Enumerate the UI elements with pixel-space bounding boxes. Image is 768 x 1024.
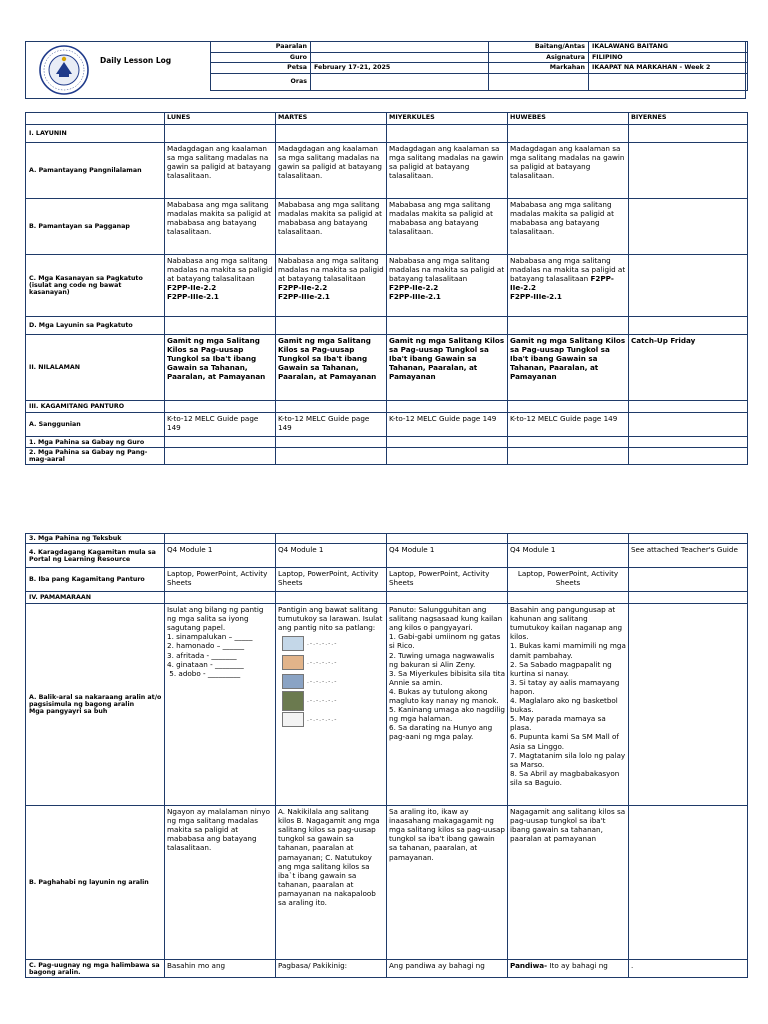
list-item: 2. hamonado – ______ <box>167 641 245 651</box>
section-pamamaraan: IV. PAMAMARAAN <box>26 592 165 604</box>
list-item: 8. Sa Abril ay magbabakasyon sila sa Baguio. <box>510 768 620 787</box>
kasanayan-code: F2PP-IIe-2.2 <box>167 283 217 293</box>
row-label-pamantayan-pagganap: B. Pamantayan sa Pagganap <box>26 199 165 255</box>
cell-paghahabi-lunes: Ngayon ay malalaman ninyo ng mga salitang madalas makita sa paligid at mababasa ang batayang talasalitaan. <box>165 806 276 960</box>
section-kagamitan: III. KAGAMITANG PANTURO <box>26 401 165 413</box>
list-item: 4. ginataan - ________ <box>167 659 244 669</box>
row-label-pag-uugnay: C. Pag-uugnay ng mga halimbawa sa bagong aralin. <box>26 960 165 978</box>
picture-list <box>278 634 384 729</box>
list-item: Basahin ang pangungusap at kahunan ang salitang tumutukoy kailan naganap ang kilos. <box>510 605 623 642</box>
list-item: 5. adobo - _________ <box>167 668 241 678</box>
empty-cell <box>387 401 508 413</box>
cell-sanggunian-lunes: K-to-12 MELC Guide page 149 <box>165 413 276 437</box>
day-header-huwebes: HUWEBES <box>508 113 629 125</box>
list-item: 4. Bukas ay tutulong akong magluto kay nanay ng manok. <box>389 686 499 706</box>
day-header-miyerkules: MIYERKULES <box>387 113 508 125</box>
blank-line: .-.-.-.-.- <box>307 640 338 648</box>
instruction-text: Pantigin ang bawat salitang tumutukoy sa larawan. Isulat ang pantig nito sa patlang: <box>278 605 383 633</box>
list-item: 3. Si tatay ay aalis mamayang hapon. <box>510 677 620 696</box>
cell-lr-lunes: Q4 Module 1 <box>165 544 276 568</box>
row-label-balik-aral: A. Balik-aral sa nakaraang aralin at/o pagsisimula ng bagong aralin Mga pangyayri sa buh <box>26 604 165 806</box>
cell-sanggunian-huwebes: K-to-12 MELC Guide page 149 <box>508 413 629 437</box>
header-empty-cell <box>589 73 748 90</box>
cell-pamantayang-lunes: Madagdagan ang kaalaman sa mga salitang madalas na gawin sa paligid at batayang talasalitaan. <box>165 143 276 199</box>
pandiwa-term: Pandiwa- <box>510 961 548 971</box>
day-header-biyernes: BIYERNES <box>629 113 748 125</box>
document-title: Daily Lesson Log <box>100 56 172 65</box>
cell-nilalaman-lunes: Gamit ng mga Salitang Kilos sa Pag-uusap Tungkol sa Iba't ibang Gawain sa Tahanan, Paaralan, at Pamayanan <box>165 335 276 401</box>
list-item: 1. sinampalukan – _____ <box>167 632 253 642</box>
empty-cell <box>276 437 387 448</box>
picture-icon <box>282 655 304 670</box>
empty-cell <box>387 534 508 544</box>
empty-cell <box>387 125 508 143</box>
blank-line: .-.-.-.-.- <box>307 678 338 686</box>
guro-label: Guro <box>211 52 311 63</box>
cell-paghahabi-miyerkules: Sa araling ito, ikaw ay inaasahang makagagamit ng mga salitang kilos sa pag-uusap tungkol sa iba't ibang gawain sa tahanan, paaralan, at pamayanan. <box>387 806 508 960</box>
deped-seal-icon <box>32 44 96 96</box>
cell-kasanayan-lunes <box>165 255 276 317</box>
kasanayan-code: F2PP-IIIe-2.1 <box>278 292 330 302</box>
empty-cell <box>165 448 276 465</box>
paaralan-field[interactable] <box>311 42 489 53</box>
empty-cell <box>387 317 508 335</box>
row-label-kasanayan: C. Mga Kasanayan sa Pagkatuto (isulat ang code ng bawat kasanayan) <box>26 255 165 317</box>
cell-kasanayan-miyerkules <box>387 255 508 317</box>
cell-pagganap-lunes: Mababasa ang mga salitang madalas makita sa paligid at mababasa ang batayang talasalitaan. <box>165 199 276 255</box>
cell-nilalaman-huwebes: Gamit ng mga Salitang Kilos sa Pag-uusap Tungkol sa Iba't ibang Gawain sa Tahanan, Paaralan, at Pamayanan <box>508 335 629 401</box>
cell-lr-miyerkules: Q4 Module 1 <box>387 544 508 568</box>
oras-label: Oras <box>211 73 311 90</box>
cell-iba-lunes: Laptop, PowerPoint, Activity Sheets <box>165 568 276 592</box>
kasanayan-code: F2PP-IIe-2.2 <box>389 283 439 293</box>
pandiwa-text: Ito ay bahagi ng <box>547 961 608 971</box>
empty-cell <box>629 401 748 413</box>
empty-cell <box>165 437 276 448</box>
empty-cell <box>387 437 508 448</box>
cell-pamantayang-biyernes <box>629 143 748 199</box>
markahan-label: Markahan <box>489 63 589 74</box>
kasanayan-text: Nababasa ang mga salitang madalas na makita sa paligid at batayang talasalitaan <box>167 256 273 284</box>
cell-iba-miyerkules: Laptop, PowerPoint, Activity Sheets <box>387 568 508 592</box>
cell-pagganap-huwebes: Mababasa ang mga salitang madalas makita sa paligid at mababasa ang batayang talasalitaan. <box>508 199 629 255</box>
cell-nilalaman-biyernes: Catch-Up Friday <box>629 335 748 401</box>
empty-cell <box>276 401 387 413</box>
cell-paghahabi-huwebes: Nagagamit ang salitang kilos sa pag-uusap tungkol sa iba't ibang gawain sa tahanan, paaralan at pamayanan <box>508 806 629 960</box>
cell-lr-biyernes: See attached Teacher's Guide <box>629 544 748 568</box>
cell-sanggunian-miyerkules: K-to-12 MELC Guide page 149 <box>387 413 508 437</box>
row-label-iba-pang-kagamitan: B. Iba pang Kagamitang Panturo <box>26 568 165 592</box>
row-label-gabay-guro: 1. Mga Pahina sa Gabay ng Guro <box>26 437 165 448</box>
list-item: 5. Kaninang umaga ako nagdilig ng mga halaman. <box>389 705 505 724</box>
picture-item <box>282 691 384 710</box>
baitang-field[interactable]: IKALAWANG BAITANG <box>589 42 748 53</box>
kasanayan-text: Nababasa ang mga salitang madalas na makita sa paligid at batayang talasalitaan <box>278 256 384 284</box>
picture-item <box>282 672 384 691</box>
cell-pagugnay-lunes: Basahin mo ang <box>165 960 276 978</box>
cell-iba-huwebes: Laptop, PowerPoint, Activity Sheets <box>508 568 629 592</box>
empty-cell <box>508 448 629 465</box>
lesson-table-part2 <box>25 533 748 978</box>
asignatura-field[interactable]: FILIPINO <box>589 52 748 63</box>
empty-cell <box>629 568 748 592</box>
empty-cell <box>629 534 748 544</box>
list-item: 7. Magtatanim sila lolo ng palay sa Marso. <box>510 750 626 769</box>
cell-lr-huwebes: Q4 Module 1 <box>508 544 629 568</box>
section-layunin: I. LAYUNIN <box>26 125 165 143</box>
list-item: 1. Gabi-gabi umiinom ng gatas si Rico. <box>389 632 501 651</box>
kasanayan-text: Nababasa ang mga salitang madalas na makita sa paligid at batayang talasalitaan <box>389 256 505 284</box>
list-item: 5. May parada mamaya sa plasa. <box>510 714 606 733</box>
baitang-label: Baitang/Antas <box>489 42 589 53</box>
list-item: Panuto: Salungguhitan ang salitang nagsasaad kung kailan ang kilos o pangyayari. <box>389 605 503 633</box>
cell-pagganap-biyernes <box>629 199 748 255</box>
picture-item <box>282 653 384 672</box>
cell-paghahabi-martes: A. Nakikilala ang salitang kilos B. Nagagamit ang mga salitang kilos sa pag-uusap tungkol sa gawain sa tahanan, paaralan at pamayanan; C. Natutukoy ang mga salitang kilos sa iba`t ibang gawain sa tahanan, paaralan at pamayanan na nakapaloob sa araling ito. <box>276 806 387 960</box>
picture-icon <box>282 674 304 689</box>
cell-balik-huwebes <box>508 604 629 806</box>
list-item: 4. Maglalaro ako ng basketbol bukas. <box>510 696 618 715</box>
empty-cell <box>165 317 276 335</box>
kasanayan-code: F2PP-IIe-2.2 <box>278 283 328 293</box>
list-item: 2. Sa Sabado magpapalit ng kurtina si nanay. <box>510 659 612 678</box>
empty-cell <box>508 401 629 413</box>
lesson-table-part1 <box>25 112 748 465</box>
guro-field[interactable] <box>311 52 489 63</box>
empty-cell <box>387 448 508 465</box>
list-item: 3. afritada - _______ <box>167 650 237 660</box>
kasanayan-code: F2PP-IIe-2.2 <box>510 274 614 293</box>
oras-field[interactable] <box>311 73 489 90</box>
cell-pagugnay-biyernes: . <box>629 960 748 978</box>
empty-cell <box>276 317 387 335</box>
empty-cell <box>165 534 276 544</box>
cell-pagugnay-huwebes <box>508 960 629 978</box>
empty-cell <box>508 592 629 604</box>
blank-line: .-.-.-.-.- <box>307 716 338 724</box>
cell-nilalaman-miyerkules: Gamit ng mga Salitang Kilos sa Pag-uusap Tungkol sa Iba't ibang Gawain sa Tahanan, Paaralan, at Pamayanan <box>387 335 508 401</box>
empty-cell <box>629 437 748 448</box>
empty-cell <box>629 125 748 143</box>
corner-cell <box>26 113 165 125</box>
cell-balik-miyerkules <box>387 604 508 806</box>
row-label-sanggunian: A. Sanggunian <box>26 413 165 437</box>
cell-pamantayang-huwebes: Madagdagan ang kaalaman sa mga salitang madalas na gawin sa paligid at batayang talasalitaan. <box>508 143 629 199</box>
empty-cell <box>629 413 748 437</box>
row-label-layunin-pagkatuto: D. Mga Layunin sa Pagkatuto <box>26 317 165 335</box>
asignatura-label: Asignatura <box>489 52 589 63</box>
list-item: Isulat ang bilang ng pantig ng mga salita sa iyong sagutang papel. <box>167 605 264 633</box>
kasanayan-text: Nababasa ang mga salitang madalas na makita sa paligid at batayang talasalitaan <box>510 256 626 284</box>
cell-kasanayan-huwebes <box>508 255 629 317</box>
empty-cell <box>629 592 748 604</box>
kasanayan-code: F2PP-IIIe-2.1 <box>510 292 562 302</box>
petsa-label: Petsa <box>211 63 311 74</box>
cell-balik-lunes <box>165 604 276 806</box>
list-item: 6. Sa darating na Hunyo ang pag-aani ng mga palay. <box>389 723 493 742</box>
picture-icon <box>282 712 304 727</box>
kasanayan-code: F2PP-IIIe-2.1 <box>389 292 441 302</box>
empty-cell <box>629 448 748 465</box>
empty-cell <box>508 317 629 335</box>
empty-cell <box>276 448 387 465</box>
header-empty-cell <box>489 73 589 90</box>
empty-cell <box>276 592 387 604</box>
list-item: 6. Pupunta kami Sa SM Mall of Asia sa Linggo. <box>510 732 619 751</box>
empty-cell <box>276 534 387 544</box>
list-item: 3. Sa Miyerkules bibisita sila tita Annie sa amin. <box>389 668 505 687</box>
blank-line: .-.-.-.-.- <box>307 659 338 667</box>
cell-pagganap-martes: Mababasa ang mga salitang madalas makita sa paligid at mababasa ang batayang talasalitaan. <box>276 199 387 255</box>
kasanayan-code: F2PP-IIIe-2.1 <box>167 292 219 302</box>
row-label-pamantayang-pangnilalaman: A. Pamantayang Pangnilalaman <box>26 143 165 199</box>
empty-cell <box>276 125 387 143</box>
picture-icon <box>282 691 304 711</box>
row-label-nilalaman: II. NILALAMAN <box>26 335 165 401</box>
row-label-teksbuk: 3. Mga Pahina ng Teksbuk <box>26 534 165 544</box>
empty-cell <box>508 125 629 143</box>
blank-line: .-.-.-.-.- <box>307 697 338 705</box>
picture-item <box>282 634 384 653</box>
empty-cell <box>629 255 748 317</box>
empty-cell <box>508 534 629 544</box>
empty-cell <box>165 401 276 413</box>
day-header-martes: MARTES <box>276 113 387 125</box>
cell-pamantayang-miyerkules: Madagdagan ang kaalaman sa mga salitang madalas na gawin sa paligid at batayang talasalitaan. <box>387 143 508 199</box>
cell-balik-martes <box>276 604 387 806</box>
empty-cell <box>387 592 508 604</box>
day-header-lunes: LUNES <box>165 113 276 125</box>
empty-cell <box>165 125 276 143</box>
empty-cell <box>629 806 748 960</box>
cell-kasanayan-martes <box>276 255 387 317</box>
cell-pamantayang-martes: Madagdagan ang kaalaman sa mga salitang madalas na gawin sa paligid at batayang talasalitaan. <box>276 143 387 199</box>
empty-cell <box>629 604 748 806</box>
cell-pagugnay-miyerkules: Ang pandiwa ay bahagi ng <box>387 960 508 978</box>
cell-pagugnay-martes: Pagbasa/ Pakikinig: <box>276 960 387 978</box>
header-left-grid <box>210 41 489 91</box>
cell-lr-martes: Q4 Module 1 <box>276 544 387 568</box>
row-label-learning-resource: 4. Karagdagang Kagamitan mula sa Portal ng Learning Resource <box>26 544 165 568</box>
header-right-grid <box>488 41 748 91</box>
empty-cell <box>629 317 748 335</box>
list-item: 2. Tuwing umaga nagwawalis ng bakuran si Alin Zeny. <box>389 650 495 669</box>
list-item: 1. Bukas kami mamimili ng mga damit pambahay. <box>510 641 626 660</box>
paaralan-label: Paaralan <box>211 42 311 53</box>
row-label-paghahabi: B. Paghahabi ng layunin ng aralin <box>26 806 165 960</box>
row-label-gabay-mag-aaral: 2. Mga Pahina sa Gabay ng Pang-mag-aaral <box>26 448 165 465</box>
header-box <box>25 41 746 99</box>
picture-icon <box>282 636 304 651</box>
picture-item <box>282 710 384 729</box>
cell-sanggunian-martes: K-to-12 MELC Guide page 149 <box>276 413 387 437</box>
markahan-field[interactable]: IKAAPAT NA MARKAHAN - Week 2 <box>589 63 748 74</box>
empty-cell <box>508 437 629 448</box>
petsa-field[interactable]: February 17-21, 2025 <box>311 63 489 74</box>
cell-nilalaman-martes: Gamit ng mga Salitang Kilos sa Pag-uusap Tungkol sa Iba't ibang Gawain sa Tahanan, Paaralan, at Pamayanan <box>276 335 387 401</box>
empty-cell <box>165 592 276 604</box>
cell-iba-martes: Laptop, PowerPoint, Activity Sheets <box>276 568 387 592</box>
cell-pagganap-miyerkules: Mababasa ang mga salitang madalas makita sa paligid at mababasa ang batayang talasalitaan. <box>387 199 508 255</box>
